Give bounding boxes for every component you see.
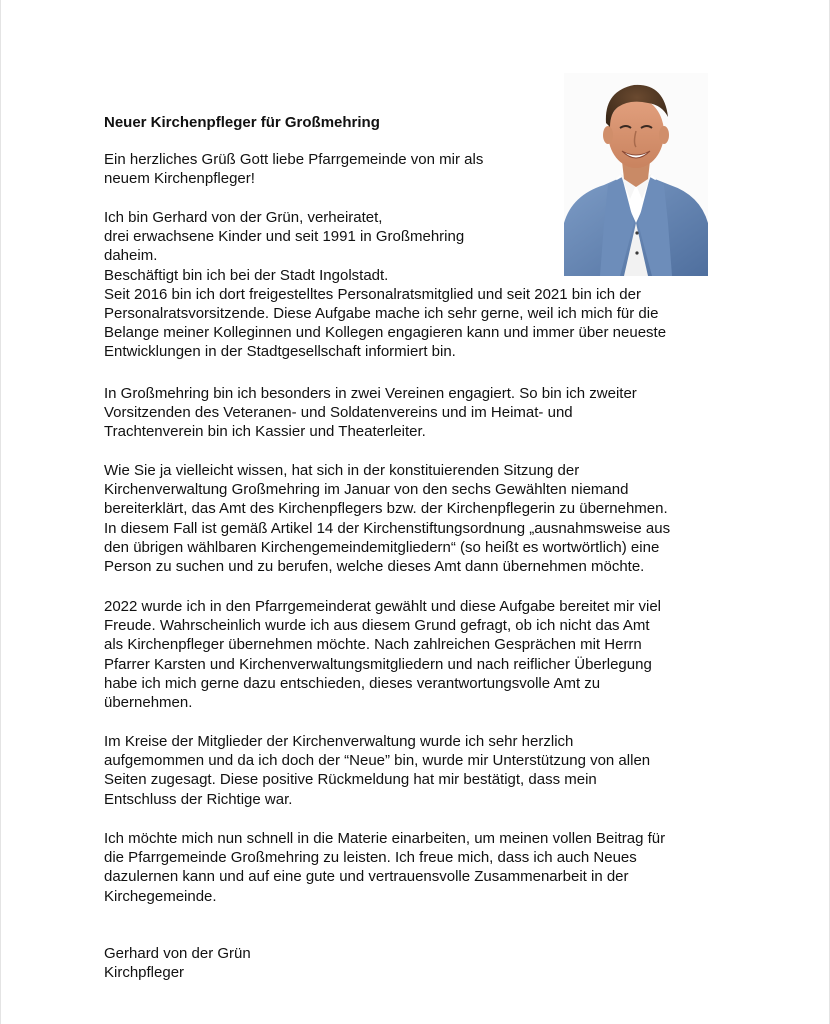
text-line: Ich möchte mich nun schnell in die Materie einarbeiten, um meinen vollen Beitrag für (104, 830, 666, 847)
signature-block (104, 944, 251, 982)
text-line: Kirchegemeinde. (104, 887, 217, 905)
text-line: Entschluss der Richtige war. (104, 790, 293, 808)
paragraph-decision (104, 597, 661, 712)
text-line: drei erwachsene Kinder und seit 1991 in Großmehring (104, 228, 465, 246)
text-line: Personalratsvorsitzende. Diese Aufgabe mache ich sehr gerne, weil ich mich für die (104, 305, 659, 323)
text-line: den übrigen wählbaren Kirchengemeindemitgliedern“ (so heißt es wortwörtlich) eine (104, 538, 660, 556)
text-line: Entwicklungen in der Stadtgesellschaft informiert bin. (104, 343, 456, 361)
text-line: In Großmehring bin ich besonders in zwei Vereinen engagiert. So bin ich zweiter (104, 385, 637, 402)
text-line: habe ich mich gerne dazu entschieden, dieses verantwortungsvolle Amt zu (104, 674, 601, 692)
text-line: die Pfarrgemeinde Großmehring zu leisten. Ich freue mich, dass ich auch Neues (104, 849, 637, 867)
text-line: neuem Kirchenpfleger! (104, 170, 255, 188)
text-line: Kirchenverwaltung Großmehring im Januar von den sechs Gewählten niemand (104, 481, 629, 499)
text-line: aufgemommen und da ich doch der “Neue” bin, wurde mir Unterstützung von allen (104, 752, 651, 770)
text-line: Ich bin Gerhard von der Grün, verheiratet, (104, 209, 383, 226)
text-line: Vorsitzenden des Veteranen- und Soldatenvereins und im Heimat- und (104, 404, 573, 422)
signature-name: Gerhard von der Grün (104, 945, 251, 962)
text-line: Trachtenverein bin ich Kassier und Theaterleiter. (104, 423, 426, 441)
paragraph-outlook (104, 829, 665, 906)
text-line: 2022 wurde ich in den Pfarrgemeinderat gewählt und diese Aufgabe bereitet mir viel (104, 598, 662, 615)
text-line: daheim. (104, 247, 158, 265)
text-line: Ein herzliches Grüß Gott liebe Pfarrgemeinde von mir als (104, 151, 484, 168)
text-line: Person zu suchen und zu berufen, welche dieses Amt dann übernehmen möchte. (104, 558, 645, 576)
signature-role: Kirchpfleger (104, 964, 185, 982)
paragraph-introduction (104, 208, 666, 362)
document-title: Neuer Kirchenpfleger für Großmehring (104, 114, 380, 131)
text-line: Beschäftigt bin ich bei der Stadt Ingolstadt. (104, 266, 389, 284)
text-line: Wie Sie ja vielleicht wissen, hat sich in der konstituierenden Sitzung der (104, 462, 580, 479)
text-line: Im Kreise der Mitglieder der Kirchenverwaltung wurde ich sehr herzlich (104, 733, 574, 750)
text-line: als Kirchenpfleger übernehmen möchte. Nach zahlreichen Gesprächen mit Herrn (104, 636, 642, 654)
text-line: Belange meiner Kolleginnen und Kollegen engagieren kann und immer über neueste (104, 324, 667, 342)
paragraph-welcome (104, 732, 650, 809)
text-line: Freude. Wahrscheinlich wurde ich aus diesem Grund gefragt, ob ich nicht das Amt (104, 617, 650, 635)
text-line: Seit 2016 bin ich dort freigestelltes Personalratsmitglied und seit 2021 bin ich der (104, 285, 641, 303)
text-line: übernehmen. (104, 694, 193, 712)
text-line: Pfarrer Karsten und Kirchenverwaltungsmitgliedern und nach reiflicher Überlegung (104, 655, 652, 673)
paragraph-background (104, 461, 670, 576)
text-line: bereiterklärt, das Amt des Kirchenpflegers bzw. der Kirchenpflegerin zu übernehmen. (104, 500, 668, 518)
paragraph-associations (104, 384, 637, 442)
text-line: In diesem Fall ist gemäß Artikel 14 der Kirchenstiftungsordnung „ausnahmsweise aus (104, 519, 671, 537)
paragraph-greeting (104, 150, 483, 188)
text-line: dazulernen kann und auf eine gute und vertrauensvolle Zusammenarbeit in der (104, 868, 629, 886)
text-line: Seiten zugesagt. Diese positive Rückmeldung hat mir bestätigt, dass mein (104, 771, 597, 789)
